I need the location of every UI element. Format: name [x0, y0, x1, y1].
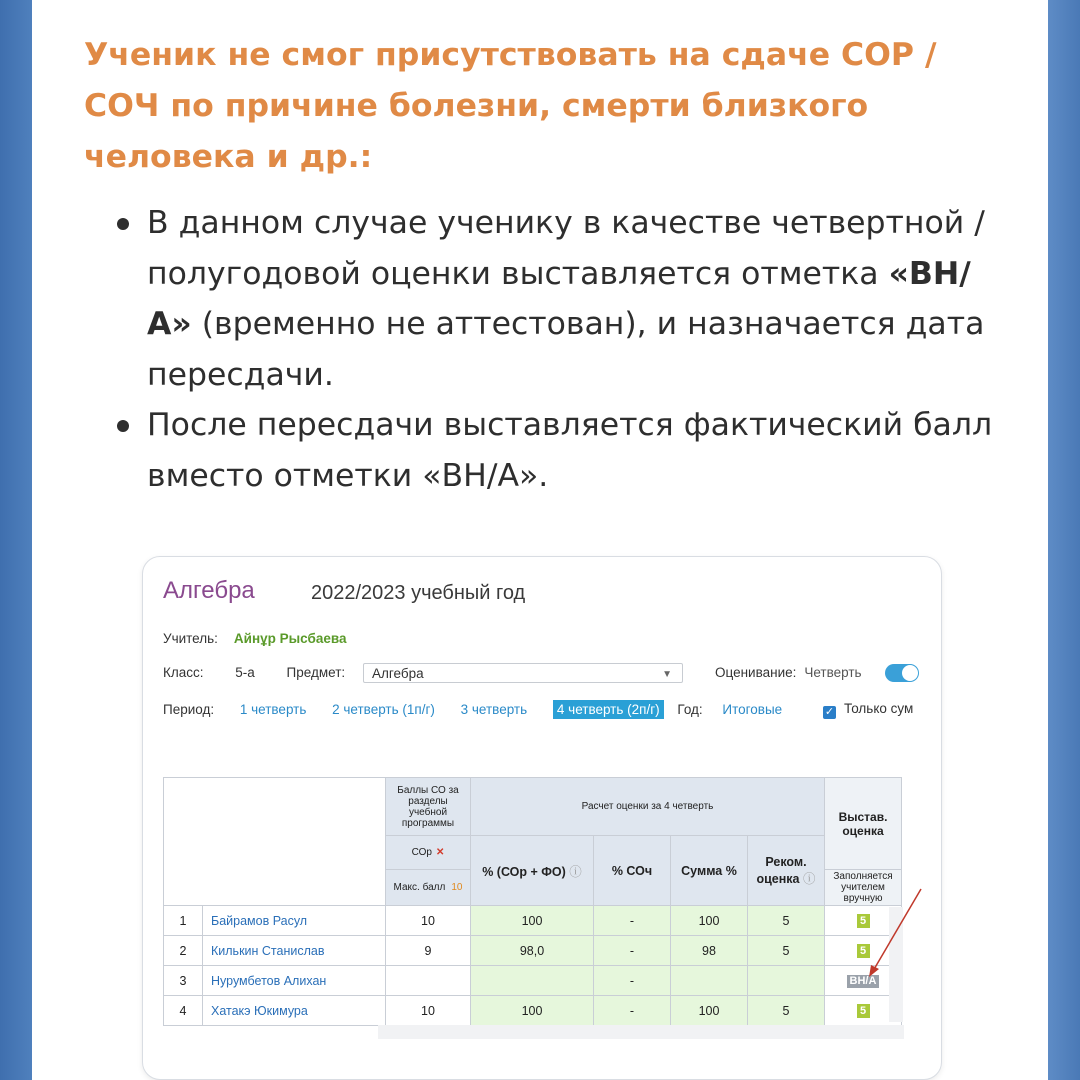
bullet-2-text: После пересдачи выставляется фактический балл вместо отметки «ВН/А». — [147, 407, 993, 494]
pct-sor-fo: 100 — [471, 906, 594, 936]
header-sor-label: СОр — [411, 847, 432, 858]
bullet-1-text-start: В данном случае ученику в качестве четвертной / полугодовой оценки выставляется отметка — [147, 205, 985, 292]
only-sum-checkbox[interactable] — [823, 701, 913, 719]
tab-final[interactable]: Итоговые — [722, 702, 783, 717]
header-calc: Расчет оценки за 4 четверть — [471, 778, 825, 836]
grading-toggle[interactable] — [885, 664, 919, 682]
period-row — [163, 702, 804, 717]
table-row — [164, 966, 902, 996]
header-recommended-label: Реком. оценка — [756, 854, 807, 886]
grades-table — [163, 777, 902, 1026]
header-max-value: 10 — [451, 882, 463, 893]
grading-control — [715, 665, 862, 680]
header-scores: Баллы СО за разделы учебной программы — [386, 778, 471, 836]
school-year: 2022/2023 учебный год — [311, 582, 526, 604]
pct-sor-fo: 98,0 — [471, 936, 594, 966]
year-label: Год: — [677, 702, 703, 717]
subject-select[interactable] — [363, 663, 683, 683]
slide-headline: Ученик не смог присутствовать на сдаче СОР / СОЧ по причине болезни, смерти близкого человека и др.: — [84, 37, 937, 175]
row-number: 3 — [164, 966, 203, 996]
recommended-mark — [748, 966, 825, 996]
student-name[interactable]: Байрамов Расул — [203, 906, 386, 936]
chevron-down-icon: ▼ — [662, 669, 672, 680]
mark-badge: 5 — [857, 944, 870, 958]
close-icon[interactable]: ✕ — [435, 847, 445, 858]
checkbox-check-icon: ✓ — [824, 706, 835, 718]
teacher-row — [163, 631, 346, 646]
tab-period-4[interactable]: 4 четверть (2п/г) — [553, 700, 664, 719]
sum-pct: 100 — [671, 996, 748, 1026]
header-manual: Заполняется учителем вручную — [825, 870, 902, 906]
header-assigned: Выстав. оценка — [825, 778, 902, 870]
sor-score[interactable] — [386, 966, 471, 996]
table-row — [164, 906, 902, 936]
bullet-dot-icon — [117, 420, 129, 432]
header-sum: Сумма % — [671, 836, 748, 906]
header-pct-sor-fo — [471, 836, 594, 906]
sor-score[interactable]: 10 — [386, 906, 471, 936]
recommended-mark: 5 — [748, 996, 825, 1026]
tab-period-3[interactable]: 3 четверть — [460, 702, 528, 717]
bullet-item-1 — [112, 198, 1012, 400]
subject-select-value: Алгебра — [372, 666, 424, 681]
mark-badge: 5 — [857, 1004, 870, 1018]
table-row — [164, 996, 902, 1026]
header-sor — [386, 836, 471, 870]
pct-sor-fo: 100 — [471, 996, 594, 1026]
row-number: 1 — [164, 906, 203, 936]
header-max — [386, 870, 471, 906]
student-name[interactable]: Нурумбетов Алихан — [203, 966, 386, 996]
pct-soch: - — [594, 966, 671, 996]
pct-soch: - — [594, 906, 671, 936]
sum-pct — [671, 966, 748, 996]
subject-title: Алгебра — [163, 577, 255, 604]
sum-pct: 98 — [671, 936, 748, 966]
subject-label: Предмет: — [286, 665, 346, 680]
header-pct-soch: % СОч — [594, 836, 671, 906]
grading-value: Четверть — [804, 665, 862, 680]
pct-sor-fo — [471, 966, 594, 996]
row-number: 2 — [164, 936, 203, 966]
sor-score[interactable]: 9 — [386, 936, 471, 966]
table-row — [164, 936, 902, 966]
tab-period-1[interactable]: 1 четверть — [239, 702, 307, 717]
help-icon[interactable]: ⓘ — [803, 871, 816, 886]
bullet-1-text-end: (временно не аттестован), и назначается дата пересдачи. — [147, 306, 985, 393]
bullet-1-bold-mark: «ВН/А» — [147, 255, 971, 342]
bullet-item-2 — [112, 400, 1012, 501]
header-pct-sor-fo-label: % (СОр + ФО) — [482, 864, 566, 879]
horizontal-scrollbar[interactable] — [378, 1025, 904, 1039]
tab-period-2[interactable]: 2 четверть (1п/г) — [332, 702, 435, 717]
period-label: Период: — [163, 702, 215, 717]
class-value: 5-а — [235, 665, 255, 680]
bullet-list — [112, 198, 1012, 501]
grading-label: Оценивание: — [715, 665, 797, 680]
row-number: 4 — [164, 996, 203, 1026]
pct-soch: - — [594, 996, 671, 1026]
table-corner — [164, 778, 386, 906]
student-name[interactable]: Килькин Станислав — [203, 936, 386, 966]
header-recommended — [748, 836, 825, 906]
recommended-mark: 5 — [748, 906, 825, 936]
sor-score[interactable]: 10 — [386, 996, 471, 1026]
pct-soch: - — [594, 936, 671, 966]
not-attested-badge: ВН/А — [847, 975, 880, 988]
teacher-label: Учитель: — [163, 631, 218, 646]
bullet-dot-icon — [117, 218, 129, 230]
pointer-arrow-icon — [863, 887, 923, 977]
class-row — [163, 665, 345, 680]
sum-pct: 100 — [671, 906, 748, 936]
mark-badge: 5 — [857, 914, 870, 928]
student-name[interactable]: Хатакэ Юкимура — [203, 996, 386, 1026]
only-sum-label: Только сум — [844, 701, 914, 716]
recommended-mark: 5 — [748, 936, 825, 966]
journal-screenshot — [142, 556, 942, 1080]
header-max-label: Макс. балл — [393, 882, 446, 893]
help-icon[interactable]: ⓘ — [569, 864, 582, 879]
class-label: Класс: — [163, 665, 204, 680]
teacher-name: Айнұр Рысбаева — [233, 631, 347, 646]
